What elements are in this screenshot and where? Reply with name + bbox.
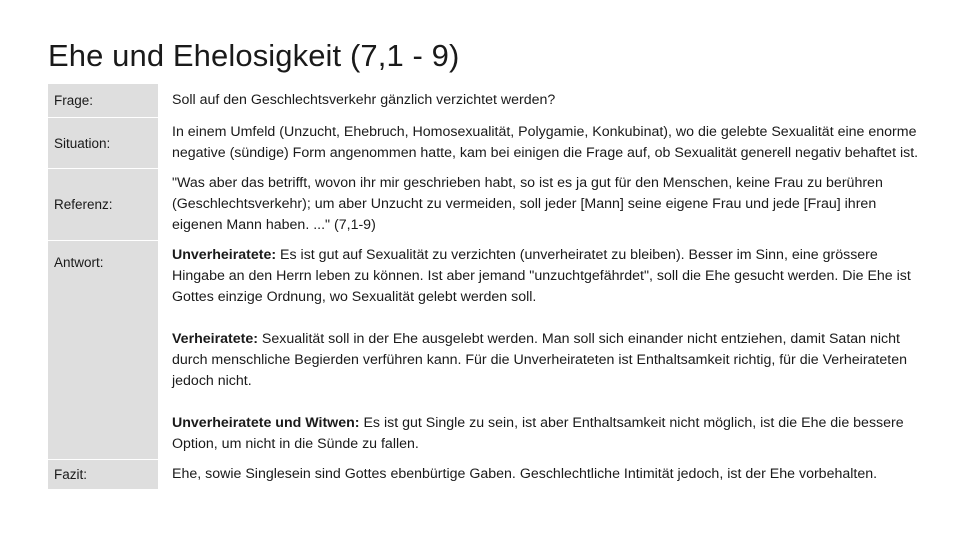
content-table	[48, 84, 928, 490]
content-referenz: "Was aber das betrifft, wovon ihr mir geschrieben habt, so ist es ja gut für den Menschen, keine Frau zu berühren (Geschlechtsverkehr); um aber Unzucht zu vermeiden, soll jeder [Mann] seine eigene Frau und jede [Frau] ihren eigenen Mann haben. ..." (7,1-9)	[172, 175, 883, 233]
content-antwort	[164, 241, 928, 459]
slide-title: Ehe und Ehelosigkeit (7,1 - 9)	[48, 38, 460, 73]
answer-heading: Unverheiratete:	[172, 247, 277, 263]
label-fazit: Fazit:	[48, 460, 158, 489]
label-frage: Frage:	[48, 84, 158, 117]
label-antwort: Antwort:	[48, 241, 158, 459]
row-situation	[48, 118, 928, 169]
content-situation: In einem Umfeld (Unzucht, Ehebruch, Homosexualität, Polygamie, Konkubinat), wo die gelebte Sexualität eine enorme negative (sündige) Form angenommen hatte, kam bei einigen die Frage auf, ob Sexualität generell negativ behaftet ist.	[172, 124, 919, 161]
answer-heading: Verheiratete:	[172, 331, 258, 347]
label-situation: Situation:	[48, 118, 158, 168]
row-antwort	[48, 241, 928, 460]
answer-text: Es ist gut auf Sexualität zu verzichten (unverheiratet zu bleiben). Besser im Sinn, eine grössere Hingabe an den Herrn leben zu können. Ist aber jemand "unzuchtgefährdet", soll die Ehe gesucht werden. Die Ehe ist Gottes einzige Ordnung, wo Sexualität gelebt werden soll.	[172, 247, 911, 305]
answer-text: Sexualität soll in der Ehe ausgelebt werden. Man soll sich einander nicht entziehen, damit Satan nicht durch menschliche Begierden verführen kann. Für die Unverheirateten ist Enthaltsamkeit richtig, für die Verheirateten jedoch nicht.	[172, 331, 907, 389]
answer-text: Es ist gut Single zu sein, ist aber Enthaltsamkeit nicht möglich, ist die Ehe die bessere Option, um nicht in die Sünde zu fallen.	[172, 415, 904, 452]
row-frage	[48, 84, 928, 118]
content-fazit: Ehe, sowie Singlesein sind Gottes ebenbürtige Gaben. Geschlechtliche Intimität jedoch, ist der Ehe vorbehalten.	[172, 466, 878, 482]
label-referenz: Referenz:	[48, 169, 158, 240]
answer-paragraph	[172, 413, 928, 455]
row-fazit	[48, 460, 928, 490]
row-referenz	[48, 169, 928, 241]
answer-paragraph	[172, 329, 928, 392]
content-frage: Soll auf den Geschlechtsverkehr gänzlich verzichtet werden?	[172, 92, 556, 108]
answer-paragraph	[172, 245, 928, 308]
answer-heading: Unverheiratete und Witwen:	[172, 415, 360, 431]
